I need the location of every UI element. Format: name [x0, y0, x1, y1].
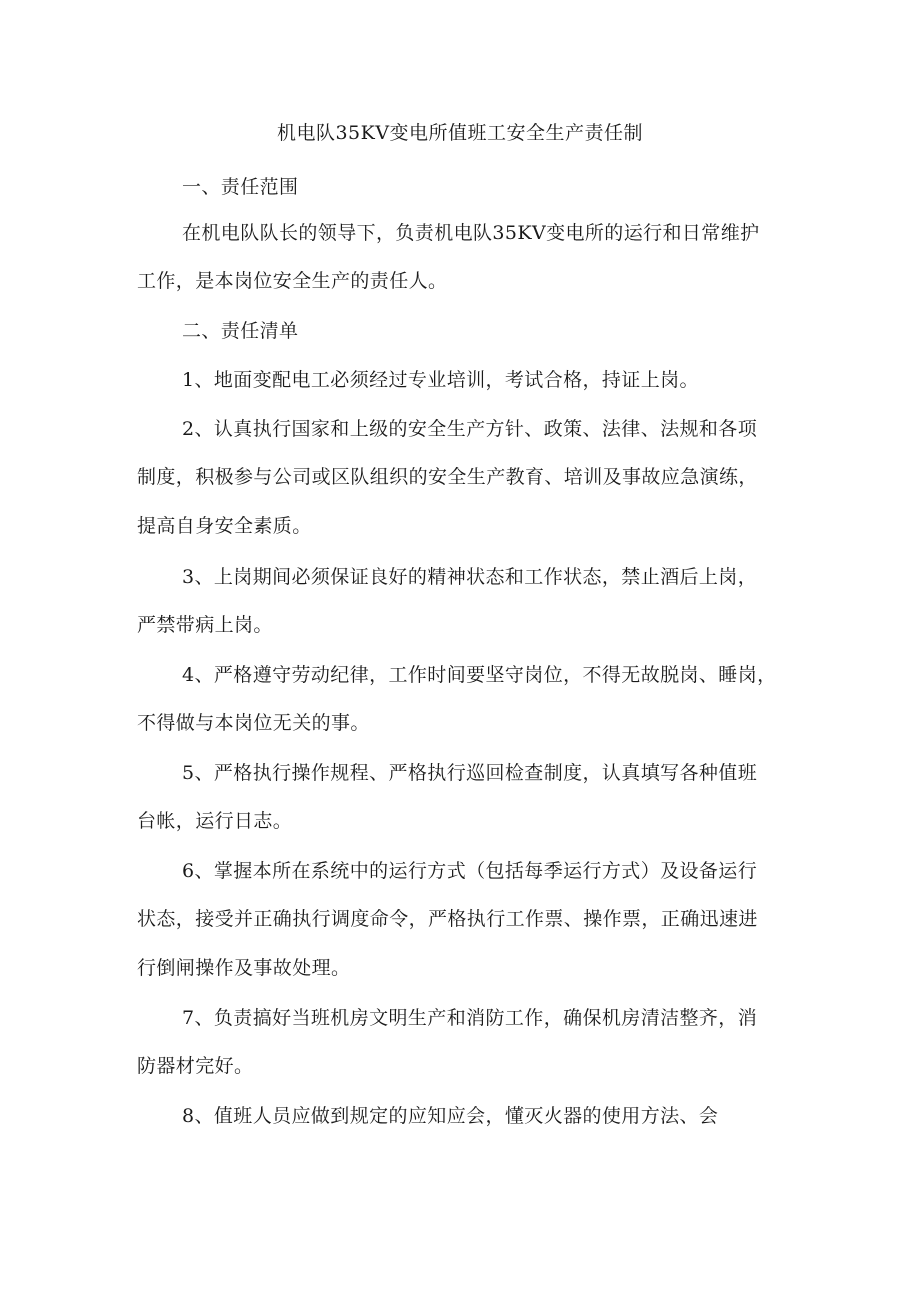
- list-item-line: 行倒闸操作及事故处理。: [137, 957, 351, 979]
- list-item-line: 台帐，运行日志。: [137, 810, 293, 832]
- list-item-line: 6、掌握本所在系统中的运行方式（包括每季运行方式）及设备运行: [182, 860, 758, 882]
- list-item-line: 7、负责搞好当班机房文明生产和消防工作，确保机房清洁整齐，消: [182, 1007, 758, 1029]
- list-item-line: 制度，积极参与公司或区队组织的安全生产教育、培训及事故应急演练，: [137, 466, 758, 488]
- list-item-line: 提高自身安全素质。: [137, 515, 312, 537]
- list-item-line: 8、值班人员应做到规定的应知应会，懂灭火器的使用方法、会: [182, 1105, 719, 1127]
- list-item-line: 4、严格遵守劳动纪律，工作时间要坚守岗位，不得无故脱岗、睡岗，: [182, 664, 777, 686]
- list-item-line: 不得做与本岗位无关的事。: [137, 712, 370, 734]
- list-item-line: 1、地面变配电工必须经过专业培训，考试合格，持证上岗。: [182, 369, 699, 391]
- scope-paragraph-line: 在机电队队长的领导下，负责机电队35KV变电所的运行和日常维护: [182, 222, 760, 244]
- list-item-line: 3、上岗期间必须保证良好的精神状态和工作状态，禁止酒后上岗，: [182, 566, 758, 588]
- document-title: 机电队35KV变电所值班工安全生产责任制: [276, 122, 644, 144]
- scope-paragraph-line: 工作，是本岗位安全生产的责任人。: [137, 270, 448, 292]
- section-heading-scope: 一、责任范围: [182, 176, 299, 198]
- section-heading-list: 二、责任清单: [182, 320, 299, 342]
- list-item-line: 2、认真执行国家和上级的安全生产方针、政策、法律、法规和各项: [182, 418, 758, 440]
- list-item-line: 严禁带病上岗。: [137, 614, 273, 636]
- list-item-line: 状态，接受并正确执行调度命令，严格执行工作票、操作票，正确迅速进: [137, 908, 758, 930]
- list-item-line: 5、严格执行操作规程、严格执行巡回检查制度，认真填写各种值班: [182, 762, 758, 784]
- list-item-line: 防器材完好。: [137, 1055, 254, 1077]
